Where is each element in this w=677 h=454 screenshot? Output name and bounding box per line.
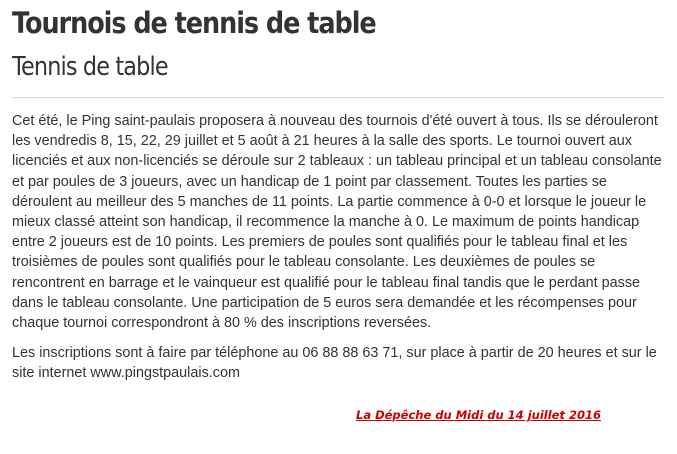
article-paragraph: Les inscriptions sont à faire par téléphone au 06 88 88 63 71, sur place à partir de 20 heures et sur le site internet www.pingstpaulais.com: [12, 345, 657, 382]
title-divider: [12, 97, 664, 98]
article-category: Tennis de table: [12, 52, 168, 82]
article-paragraph: Cet été, le Ping saint-paulais proposera à nouveau des tournois d'été ouvert à tous. Ils se dérouleront les vendredis 8, 15, 22, 29 juillet et 5 août à 21 heures à la salle des sports. Le tournoi ouvert aux licenciés et aux non-licenciés se déroule sur 2 tableaux : un tableau principal et un tableau consolante et par poules de 3 joueurs, avec un handicap de 1 point par classement. Toutes les parties se déroulent au meilleur des 5 manches de 11 points. La partie commence à 0-0 et lorsque le joueur le mieux classé atteint son handicap, il recommence la manche à 0. Le maximum de points handicap entre 2 joueurs est de 10 points. Les premiers de poules sont qualifiés pour le tableau final et les troisièmes de poules sont qualifiés pour le tableau consolante. Les deuxièmes de poules se rencontrent en barrage et le vainqueur est qualifié pour le tableau final tandis que le perdant passe dans le tableau consolante. Une participation de 5 euros sera demandée et les récompenses pour chaque tournoi correspondront à 80 % des inscriptions reversées.: [12, 113, 662, 332]
source-link[interactable]: La Dépêche du Midi du 14 juillet 2016: [356, 408, 601, 422]
article-title: Tournois de tennis de table: [12, 6, 376, 40]
article-body: [12, 111, 662, 394]
